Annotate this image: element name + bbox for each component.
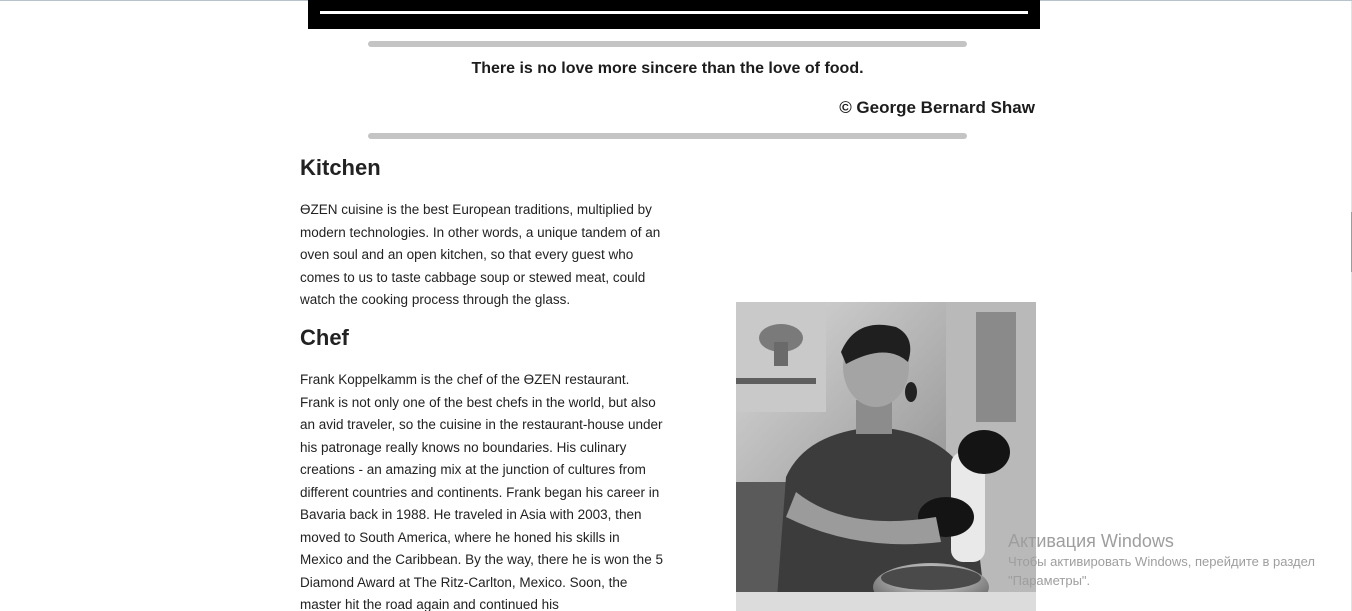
chef-heading: Chef [300, 325, 349, 350]
kitchen-heading: Kitchen [300, 155, 381, 180]
quote-bottom-divider [368, 133, 967, 139]
chef-description: Frank Koppelkamm is the chef of the ӨZEN restaurant. Frank is not only one of the best chefs in the world, but also an avid traveler, so the cuisine in the restaurant-house under his patronage really knows no boundaries. His culinary creations - an amazing mix at the junction of cultures from different countries and continents. Frank began his career in Bavaria back in 1988. He traveled in Asia with 2003, then moved to South America, where he honed his skills in Mexico and the Caribbean. By the way, there he is won the 5 Diamond Award at The Ritz-Carlton, Mexico. Soon, the master hit the road again and continued his [300, 372, 663, 611]
header-banner-bottom [308, 0, 1040, 29]
windows-activation-watermark [1008, 530, 1318, 590]
activation-title: Активация Windows [1008, 531, 1174, 551]
quote-top-divider [368, 41, 967, 47]
quote-author: © George Bernard Shaw [839, 98, 1035, 117]
kitchen-description: ӨZEN cuisine is the best European traditions, multiplied by modern technologies. In other words, a unique tandem of an oven soul and an open kitchen, so that every guest who comes to us to taste cabbage soup or stewed meat, could watch the cooking process through the glass. [300, 202, 661, 307]
chef-photo-image [736, 302, 1036, 611]
activation-text: Чтобы активировать Windows, перейдите в раздел "Параметры". [1008, 554, 1315, 588]
banner-divider-line [320, 11, 1028, 14]
food-quote: There is no love more sincere than the love of food. [471, 60, 864, 77]
chef-photo [736, 302, 1036, 611]
